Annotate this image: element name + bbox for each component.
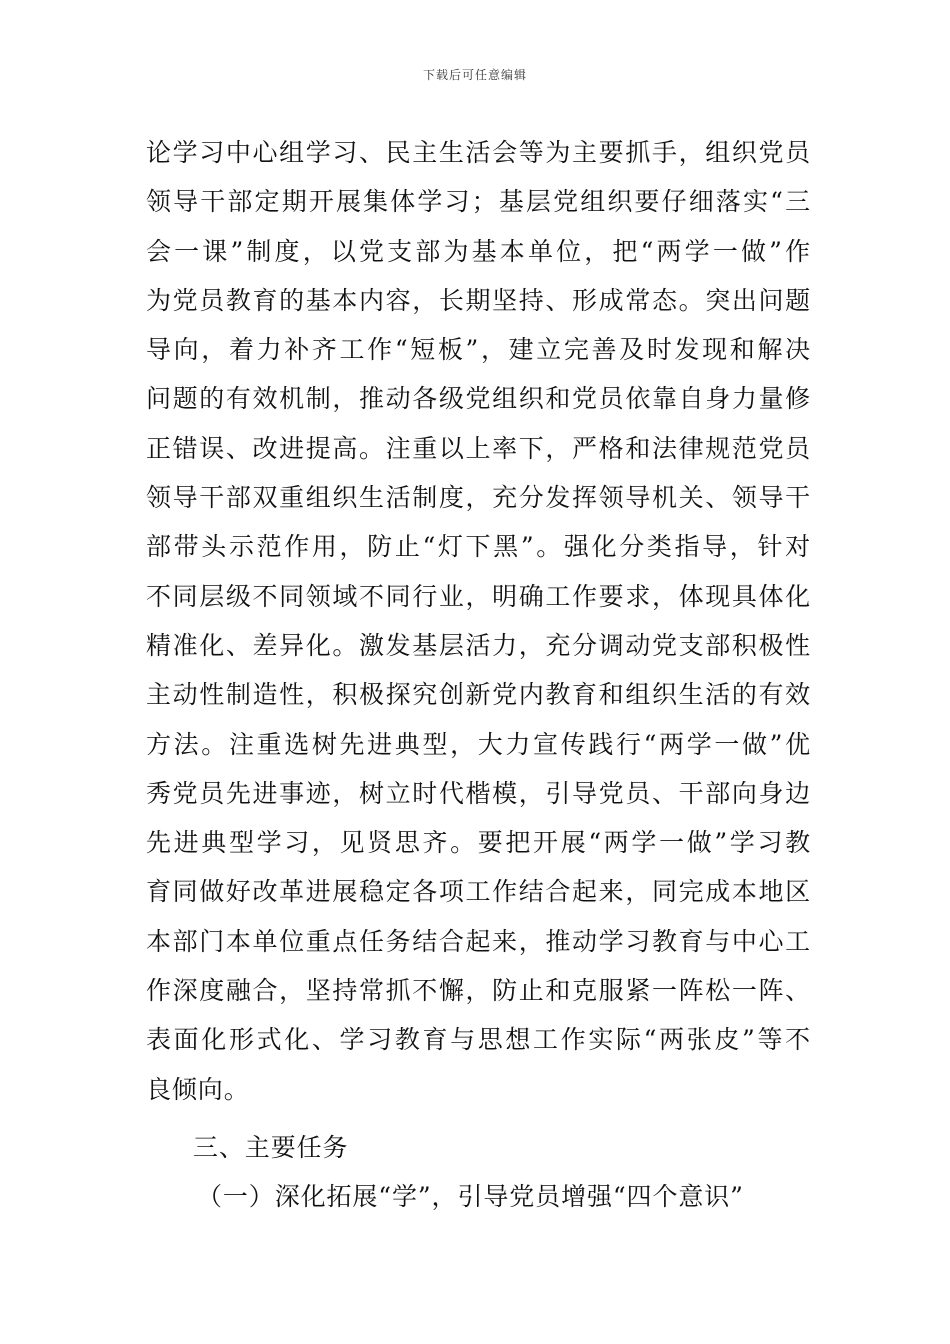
paragraph-line: 方法。注重选树先进典型，大力宣传践行“两学一做”优 bbox=[146, 729, 811, 759]
paragraph-line: 部带头示范作用，防止“灯下黑”。强化分类指导，针对 bbox=[146, 532, 811, 562]
paragraph-line: 精准化、差异化。激发基层活力，充分调动党支部积极性 bbox=[146, 630, 811, 660]
paragraph-line: 主动性制造性，积极探究创新党内教育和组织生活的有效 bbox=[146, 680, 811, 710]
section-heading: 三、主要任务 bbox=[193, 1133, 349, 1162]
header-note: 下载后可任意编辑 bbox=[422, 68, 527, 82]
paragraph-line: 先进典型学习，见贤思齐。要把开展“两学一做”学习教 bbox=[146, 828, 811, 858]
paragraph-line: 秀党员先进事迹，树立时代楷模，引导党员、干部向身边 bbox=[146, 778, 811, 808]
body-paragraph bbox=[146, 128, 811, 1114]
paragraph-line: 会一课”制度，以党支部为基本单位，把“两学一做”作 bbox=[146, 236, 811, 266]
section-subheading: （一）深化拓展“学”，引导党员增强“四个意识” bbox=[197, 1182, 744, 1211]
paragraph-line: 作深度融合，坚持常抓不懈，防止和克服紧一阵松一阵、 bbox=[146, 976, 811, 1006]
paragraph-line: 领导干部定期开展集体学习；基层党组织要仔细落实“三 bbox=[146, 187, 811, 217]
paragraph-line: 正错误、改进提高。注重以上率下，严格和法律规范党员 bbox=[146, 433, 811, 463]
paragraph-line: 导向，着力补齐工作“短板”，建立完善及时发现和解决 bbox=[146, 335, 811, 365]
paragraph-line: 论学习中心组学习、民主生活会等为主要抓手，组织党员 bbox=[146, 138, 811, 167]
paragraph-line: 问题的有效机制，推动各级党组织和党员依靠自身力量修 bbox=[146, 384, 811, 414]
paragraph-line: 为党员教育的基本内容，长期坚持、形成常态。突出问题 bbox=[146, 285, 811, 315]
paragraph-line: 本部门本单位重点任务结合起来，推动学习教育与中心工 bbox=[146, 926, 811, 956]
paragraph-line: 不同层级不同领域不同行业，明确工作要求，体现具体化 bbox=[146, 581, 811, 611]
paragraph-line: 表面化形式化、学习教育与思想工作实际“两张皮”等不 bbox=[146, 1025, 811, 1055]
paragraph-line: 育同做好改革进展稳定各项工作结合起来，同完成本地区 bbox=[146, 877, 811, 907]
paragraph-line: 良倾向。 bbox=[146, 1074, 250, 1104]
paragraph-line: 领导干部双重组织生活制度，充分发挥领导机关、领导干 bbox=[146, 483, 811, 513]
